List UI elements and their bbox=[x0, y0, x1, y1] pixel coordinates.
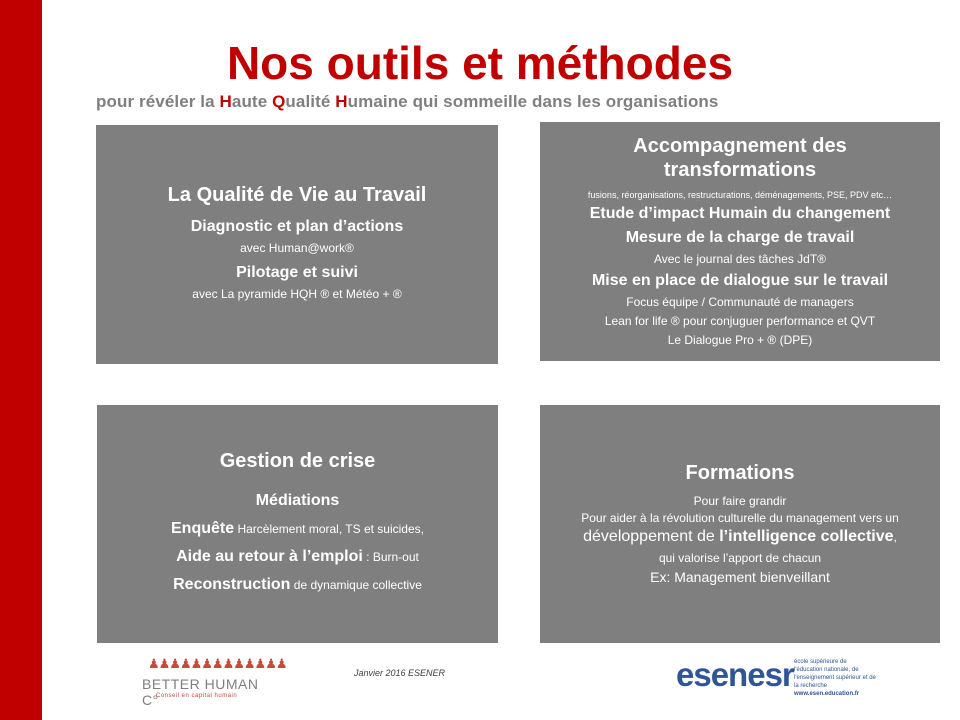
box-gestion-crise bbox=[97, 405, 498, 643]
footer-date: Janvier 2016 ESENER bbox=[354, 668, 446, 678]
subtitle-part: umaine qui sommeille dans les organisations bbox=[347, 92, 719, 111]
line-part: développement de bbox=[583, 528, 720, 545]
line-small: : Burn-out bbox=[362, 550, 419, 564]
line-bold: Reconstruction bbox=[173, 576, 291, 593]
better-human-tagline: Conseil en capital humain bbox=[156, 693, 238, 699]
box-line: Avec le journal des tâches JdT® bbox=[653, 251, 827, 266]
better-human-name: BETTER HUMAN C° bbox=[142, 676, 259, 708]
box-qvt bbox=[96, 125, 498, 364]
line-bold: Enquête bbox=[171, 520, 235, 537]
left-accent-bar bbox=[0, 0, 42, 720]
line-small: Harcèlement moral, TS et suicides, bbox=[234, 522, 424, 536]
box-line bbox=[171, 515, 424, 543]
slide-title: Nos outils et méthodes bbox=[226, 37, 734, 89]
subtitle-part: aute bbox=[231, 92, 273, 111]
subtitle-part: pour révéler la bbox=[96, 92, 220, 111]
box-line: Etude d’impact Humain du changement bbox=[589, 204, 891, 222]
box-heading: Accompagnement des transformations bbox=[633, 134, 847, 181]
box-line: Focus équipe / Communauté de managers bbox=[626, 294, 854, 309]
box-line: Diagnostic et plan d’actions bbox=[190, 217, 404, 235]
box-line: Mesure de la charge de travail bbox=[625, 228, 855, 246]
box-line bbox=[176, 543, 419, 571]
box-heading: Formations bbox=[685, 462, 795, 484]
esen-logo bbox=[676, 656, 876, 706]
subtitle-highlight-q: Q bbox=[272, 92, 286, 111]
box-line bbox=[173, 571, 422, 599]
line-emphasis: l’intelligence collective bbox=[719, 528, 894, 545]
box-line: Mise en place de dialogue sur le travail bbox=[591, 271, 889, 289]
slide-subtitle bbox=[96, 92, 876, 112]
box-line bbox=[583, 527, 897, 547]
box-line: fusions, réorganisations, restructurations, déménagements, PSE, PDV etc… bbox=[587, 189, 893, 200]
box-line: Le Dialogue Pro + ® (DPE) bbox=[667, 332, 813, 347]
line-bold: Aide au retour à l’emploi bbox=[176, 548, 363, 565]
box-line: avec La pyramide HQH ® et Météo + ® bbox=[192, 286, 402, 301]
box-line: Pilotage et suivi bbox=[236, 263, 358, 281]
line-small: de dynamique collective bbox=[290, 578, 422, 592]
subtitle-highlight-h: H bbox=[219, 92, 232, 111]
box-line: Médiations bbox=[255, 492, 340, 509]
box-line: Pour faire grandir bbox=[693, 494, 787, 508]
esen-wordmark: esenesr bbox=[676, 656, 794, 693]
box-line: qui valorise l’apport de chacun bbox=[658, 551, 822, 565]
box-heading: La Qualité de Vie au Travail bbox=[167, 183, 427, 206]
people-figures-icon: ♟♟♟♟♟♟♟♟♟♟♟♟♟ bbox=[148, 656, 287, 671]
esen-desc-text: école supérieure de l'éducation nationale, de l'enseignement supérieur et de la recherche bbox=[794, 659, 876, 689]
subtitle-highlight-h2: H bbox=[335, 92, 348, 111]
box-line: avec Human@work® bbox=[240, 240, 354, 255]
line-part: , bbox=[893, 530, 897, 544]
box-line: Ex: Management bienveillant bbox=[650, 569, 830, 585]
box-formations bbox=[540, 405, 940, 643]
box-line: Lean for life ® pour conjuguer performance et QVT bbox=[604, 313, 876, 328]
box-accompagnement bbox=[540, 122, 940, 361]
esen-url: www.esen.education.fr bbox=[794, 691, 860, 697]
box-heading: Gestion de crise bbox=[219, 450, 376, 472]
box-line: Pour aider à la révolution culturelle du management vers un bbox=[581, 511, 899, 525]
better-human-logo bbox=[142, 656, 287, 708]
subtitle-part: ualité bbox=[285, 92, 336, 111]
esen-description bbox=[794, 658, 876, 698]
